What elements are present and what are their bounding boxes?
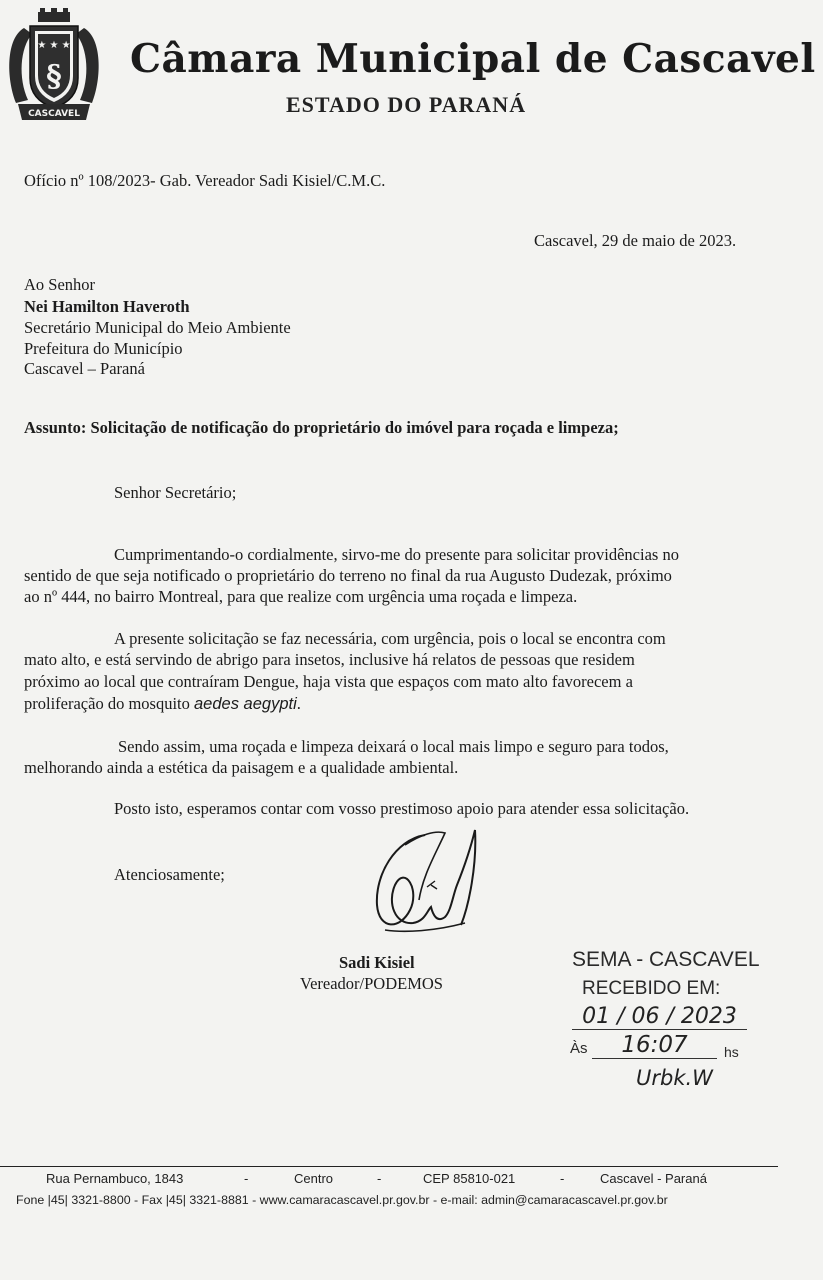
recipient-org: Prefeitura do Município [24,339,183,358]
footer-contact: Fone |45| 3321-8800 - Fax |45| 3321-8881 - www.camaracascavel.pr.gov.br - e-mail: admin@camaracascavel.pr.gov.br [16,1193,668,1207]
svg-text:★ ★ ★: ★ ★ ★ [37,40,71,51]
stamp-received-label: RECEBIDO EM: [582,978,721,999]
footer-cep: CEP 85810-021 [423,1171,516,1186]
body-p2-line2: mato alto, e está servindo de abrigo para insetos, inclusive há relatos de pessoas que residem [24,650,635,669]
body-p4: Posto isto, esperamos contar com vosso prestimoso apoio para atender essa solicitação. [114,799,690,818]
letter-date: Cascavel, 29 de maio de 2023. [534,231,737,250]
coat-of-arms-logo [4,8,104,128]
crest-label: CASCAVEL [28,109,80,119]
subject-line: Assunto: Solicitação de notificação do proprietário do imóvel para roçada e limpeza; [24,418,619,437]
footer-sep-2: - [377,1171,382,1186]
footer-city: Cascavel - Paraná [600,1171,707,1186]
body-p3-line1: Sendo assim, uma roçada e limpeza deixará o local mais limpo e seguro para todos, [118,737,669,756]
stamp-initials: Urbk.W [636,1066,713,1090]
stamp-office: SEMA - CASCAVEL [572,948,760,971]
body-p2-line4 [24,693,301,715]
body-p2-line4-end: . [296,694,301,713]
stamp-received-time: 16:07 [592,1032,717,1059]
footer-district: Centro [294,1171,334,1186]
stamp-received-date: 01 / 06 / 2023 [572,1004,747,1030]
footer-sep-3: - [560,1171,565,1186]
body-p1-line1: Cumprimentando-o cordialmente, sirvo-me do presente para solicitar providências no [114,545,679,564]
handwritten-signature [365,815,485,965]
greeting: Senhor Secretário; [114,483,237,502]
svg-text:§: § [46,59,62,94]
closing: Atenciosamente; [114,865,225,884]
signer-title: Vereador/PODEMOS [300,974,443,993]
receipt-stamp [560,948,760,1098]
signer-name: Sadi Kisiel [339,953,415,972]
stamp-hours-label: hs [724,1044,739,1060]
footer-sep-1: - [244,1171,249,1186]
footer-street: Rua Pernambuco, 1843 [46,1171,184,1186]
body-p2-line3: próximo ao local que contraíram Dengue, haja vista que espaços com mato alto favorecem a [24,672,633,691]
body-p1-line2: sentido de que seja notificado o proprietário do terreno no final da rua Augusto Dudezak, próximo [24,566,672,585]
institution-title: Câmara Municipal de Cascavel [130,36,816,82]
body-p2-line1: A presente solicitação se faz necessária, com urgência, pois o local se encontra com [114,629,666,648]
species-name: aedes aegypti [194,695,297,713]
state-subtitle: ESTADO DO PARANÁ [286,92,527,117]
footer-divider [0,1166,778,1167]
oficio-number: Ofício nº 108/2023- Gab. Vereador Sadi Kisiel/C.M.C. [24,171,386,190]
body-p1-line3: ao nº 444, no bairro Montreal, para que realize com urgência uma roçada e limpeza. [24,587,578,606]
body-p3-line2: melhorando ainda a estética da paisagem e a qualidade ambiental. [24,758,459,777]
recipient-salutation: Ao Senhor [24,275,96,294]
recipient-role: Secretário Municipal do Meio Ambiente [24,318,291,337]
recipient-name: Nei Hamilton Haveroth [24,297,190,316]
body-p2-line4-text: proliferação do mosquito [24,694,194,713]
stamp-at-label: Às [570,1040,588,1057]
recipient-city: Cascavel – Paraná [24,359,145,378]
